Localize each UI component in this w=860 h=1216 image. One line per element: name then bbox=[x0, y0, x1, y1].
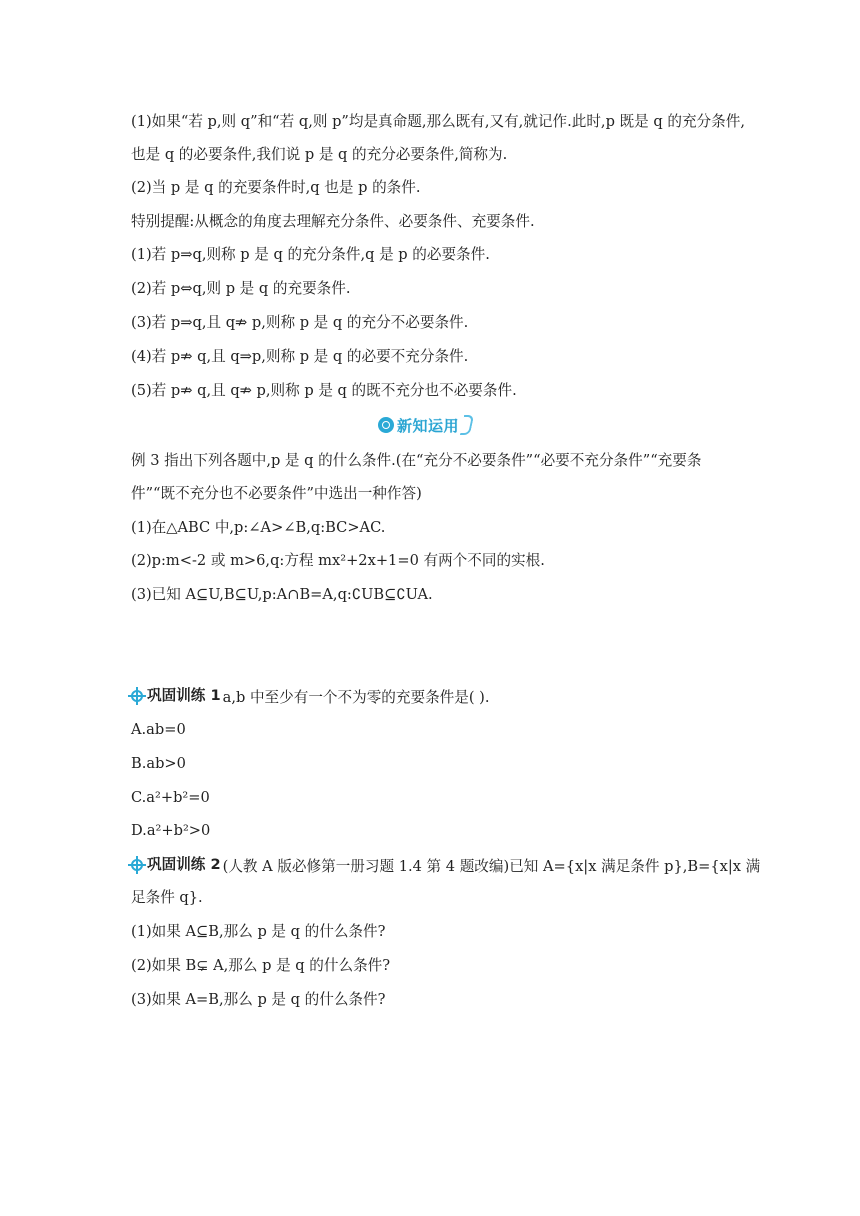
text-line: (5)若 p⇏ q,且 q⇏ p,则称 p 是 q 的既不充分也不必要条件. bbox=[131, 382, 517, 399]
text-line: (4)若 p⇏ q,且 q⇒p,则称 p 是 q 的必要不充分条件. bbox=[131, 348, 469, 365]
banner-decoration-icon bbox=[460, 415, 474, 435]
option-d: D.a²+b²>0 bbox=[131, 822, 211, 839]
example-line: (2)p:m<-2 或 m>6,q:方程 mx²+2x+1=0 有两个不同的实根. bbox=[131, 552, 545, 569]
example-line: (3)已知 A⊆U,B⊆U,p:A∩B=A,q:∁UB⊆∁UA. bbox=[131, 586, 433, 603]
text-line: 特别提醒:从概念的角度去理解充分条件、必要条件、充要条件. bbox=[131, 213, 535, 230]
target-icon bbox=[378, 417, 394, 433]
crosshair-icon bbox=[131, 690, 143, 702]
exercise-2-tag-label: 巩固训练 2 bbox=[147, 856, 221, 873]
exercise-1-question-text: a,b 中至少有一个不为零的充要条件是( ). bbox=[222, 689, 490, 706]
exercise-2-question-cont: 足条件 q}. bbox=[131, 889, 203, 906]
text-line: (2)当 p 是 q 的充要条件时,q 也是 p 的条件. bbox=[131, 179, 421, 196]
example-line: 例 3 指出下列各题中,p 是 q 的什么条件.(在“充分不必要条件”“必要不充分条件”“充要条 bbox=[131, 452, 702, 469]
option-b: B.ab>0 bbox=[131, 755, 186, 772]
example-line: 件”“既不充分也不必要条件”中选出一种作答) bbox=[131, 485, 422, 502]
section-banner-title: 新知运用 bbox=[397, 416, 460, 435]
exercise-2-item: (1)如果 A⊆B,那么 p 是 q 的什么条件? bbox=[131, 923, 386, 940]
text-line: (1)若 p⇒q,则称 p 是 q 的充分条件,q 是 p 的必要条件. bbox=[131, 246, 490, 263]
option-c: C.a²+b²=0 bbox=[131, 789, 210, 806]
exercise-2-question bbox=[131, 855, 760, 877]
exercise-2-question-text: (人教 A 版必修第一册习题 1.4 第 4 题改编)已知 A={x|x 满足条件 p},B={x|x 满 bbox=[222, 858, 761, 875]
text-line: (1)如果“若 p,则 q”和“若 q,则 p”均是真命题,那么既有,又有,就记作.此时,p 既是 q 的充分条件, bbox=[131, 113, 745, 130]
section-banner bbox=[378, 414, 472, 436]
exercise-2-tag bbox=[131, 855, 221, 875]
text-line: (2)若 p⇔q,则 p 是 q 的充要条件. bbox=[131, 280, 351, 297]
exercise-1-tag bbox=[131, 686, 221, 706]
option-a: A.ab=0 bbox=[131, 721, 186, 738]
example-line: (1)在△ABC 中,p:∠A>∠B,q:BC>AC. bbox=[131, 519, 386, 536]
text-line: 也是 q 的必要条件,我们说 p 是 q 的充分必要条件,简称为. bbox=[131, 146, 508, 163]
exercise-2-item: (3)如果 A=B,那么 p 是 q 的什么条件? bbox=[131, 991, 386, 1008]
exercise-1-question bbox=[131, 686, 490, 708]
crosshair-icon bbox=[131, 859, 143, 871]
exercise-2-item: (2)如果 B⊊ A,那么 p 是 q 的什么条件? bbox=[131, 957, 391, 974]
exercise-1-tag-label: 巩固训练 1 bbox=[147, 687, 221, 704]
text-line: (3)若 p⇒q,且 q⇏ p,则称 p 是 q 的充分不必要条件. bbox=[131, 314, 469, 331]
